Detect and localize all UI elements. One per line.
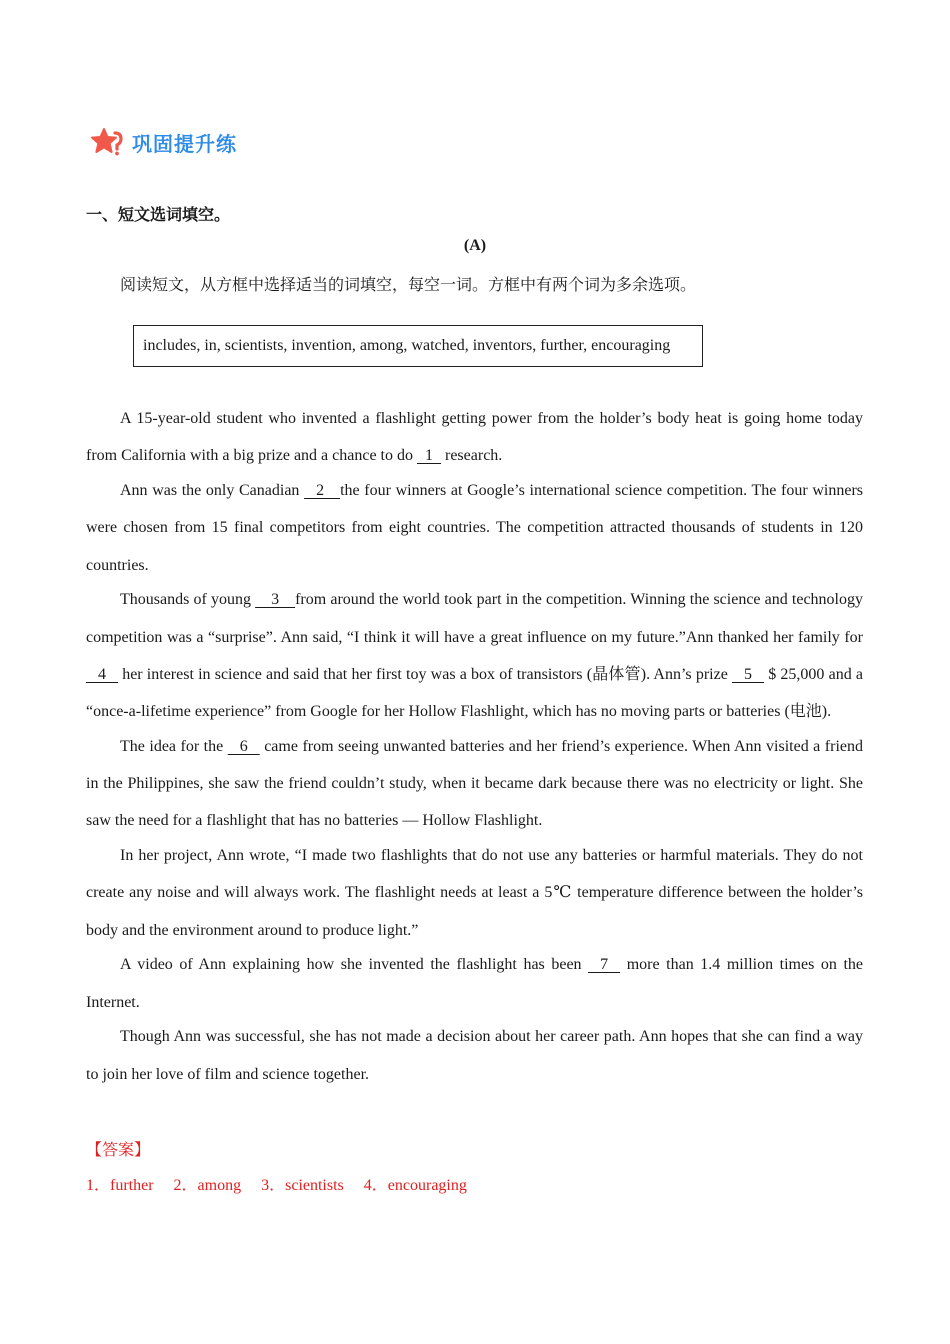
paragraph-text: came from seeing unwanted batteries and her friend’s experience. When Ann visited a friend in the Philippines, she saw the friend couldn’t study, when it became dark because there was no electricity or light. She saw the need for a flashlight that has no batteries — Hollow Flashlight. bbox=[86, 737, 863, 830]
answer-item: 2．among bbox=[173, 1177, 242, 1194]
paragraph-text: the four winners at Google’s international science competition. The four winners were chosen from 15 final competitors from eight countries. The competition attracted thousands of students in 120 countries. bbox=[86, 482, 863, 574]
fill-blank[interactable]: 1 bbox=[417, 447, 441, 465]
answer-item: 3．scientists bbox=[261, 1177, 344, 1194]
passage-paragraph bbox=[86, 728, 863, 840]
passage-paragraph bbox=[86, 400, 863, 475]
fill-blank[interactable]: 6 bbox=[227, 737, 260, 755]
word-bank-box bbox=[133, 325, 703, 367]
paragraph-text: A video of Ann explaining how she invented the flashlight has been bbox=[120, 956, 589, 974]
fill-blank[interactable]: 4 bbox=[86, 665, 118, 683]
answer-item: 1．further bbox=[86, 1177, 154, 1194]
passage-paragraph bbox=[86, 946, 863, 1021]
instruction-text: 阅读短文，从方框中选择适当的词填空，每空一词。方框中有两个词为多余选项。 bbox=[120, 275, 697, 294]
passage-body bbox=[86, 400, 863, 1090]
paragraph-text: In her project, Ann wrote, “I made two flashlights that do not use any batteries or harmful materials. They do not create any noise and will always work. The flashlight needs at least a 5℃ temperature difference between the holder’s body and the environment around to produce light.” bbox=[86, 847, 863, 939]
fill-blank[interactable]: 7 bbox=[588, 956, 621, 974]
paragraph-text: more than 1.4 million times on the Internet. bbox=[86, 956, 864, 1011]
passage-paragraph bbox=[86, 837, 863, 949]
answer-item: 4．encouraging bbox=[363, 1177, 467, 1194]
section-title: 一、短文选词填空。 bbox=[86, 205, 231, 224]
answer-list bbox=[86, 1172, 483, 1195]
word-bank-text: includes, in, scientists, invention, among, watched, inventors, further, encouraging bbox=[143, 337, 671, 354]
paragraph-text: The idea for the bbox=[120, 737, 228, 755]
paragraph-text: research. bbox=[441, 447, 503, 465]
paragraph-text: $ 25,000 and a “once-a-lifetime experience” from Google for her Hollow Flashlight, which has no moving parts or batteries (电池). bbox=[86, 665, 863, 721]
paragraph-text: A 15-year-old student who invented a flashlight getting power from the holder’s body heat is going home today from California with a big prize and a chance to do bbox=[86, 410, 863, 465]
star-icon bbox=[90, 127, 126, 157]
section-banner bbox=[90, 126, 237, 158]
paragraph-text: her interest in science and said that her first toy was a box of transistors (晶体管). Ann’s prize bbox=[118, 665, 733, 683]
paragraph-text: from around the world took part in the competition. Winning the science and technology competition was a “surprise”. Ann said, “I think it will have a great influence on my future.”Ann thanked her family for bbox=[86, 591, 864, 646]
fill-blank[interactable]: 2 bbox=[304, 482, 341, 499]
passage-paragraph bbox=[86, 581, 863, 730]
fill-blank[interactable]: 5 bbox=[732, 665, 765, 683]
passage-label: (A) bbox=[463, 237, 487, 254]
paragraph-text: Ann was the only Canadian bbox=[120, 482, 305, 499]
passage-paragraph bbox=[86, 1018, 863, 1093]
banner-title: 巩固提升练 bbox=[132, 128, 237, 157]
fill-blank[interactable]: 3 bbox=[255, 591, 296, 609]
passage-paragraph bbox=[86, 472, 863, 584]
answer-label: 【答案】 bbox=[86, 1140, 151, 1159]
paragraph-text: Thousands of young bbox=[120, 591, 256, 609]
paragraph-text: Though Ann was successful, she has not made a decision about her career path. Ann hopes that she can find a way to join her love of film and science together. bbox=[86, 1028, 863, 1083]
